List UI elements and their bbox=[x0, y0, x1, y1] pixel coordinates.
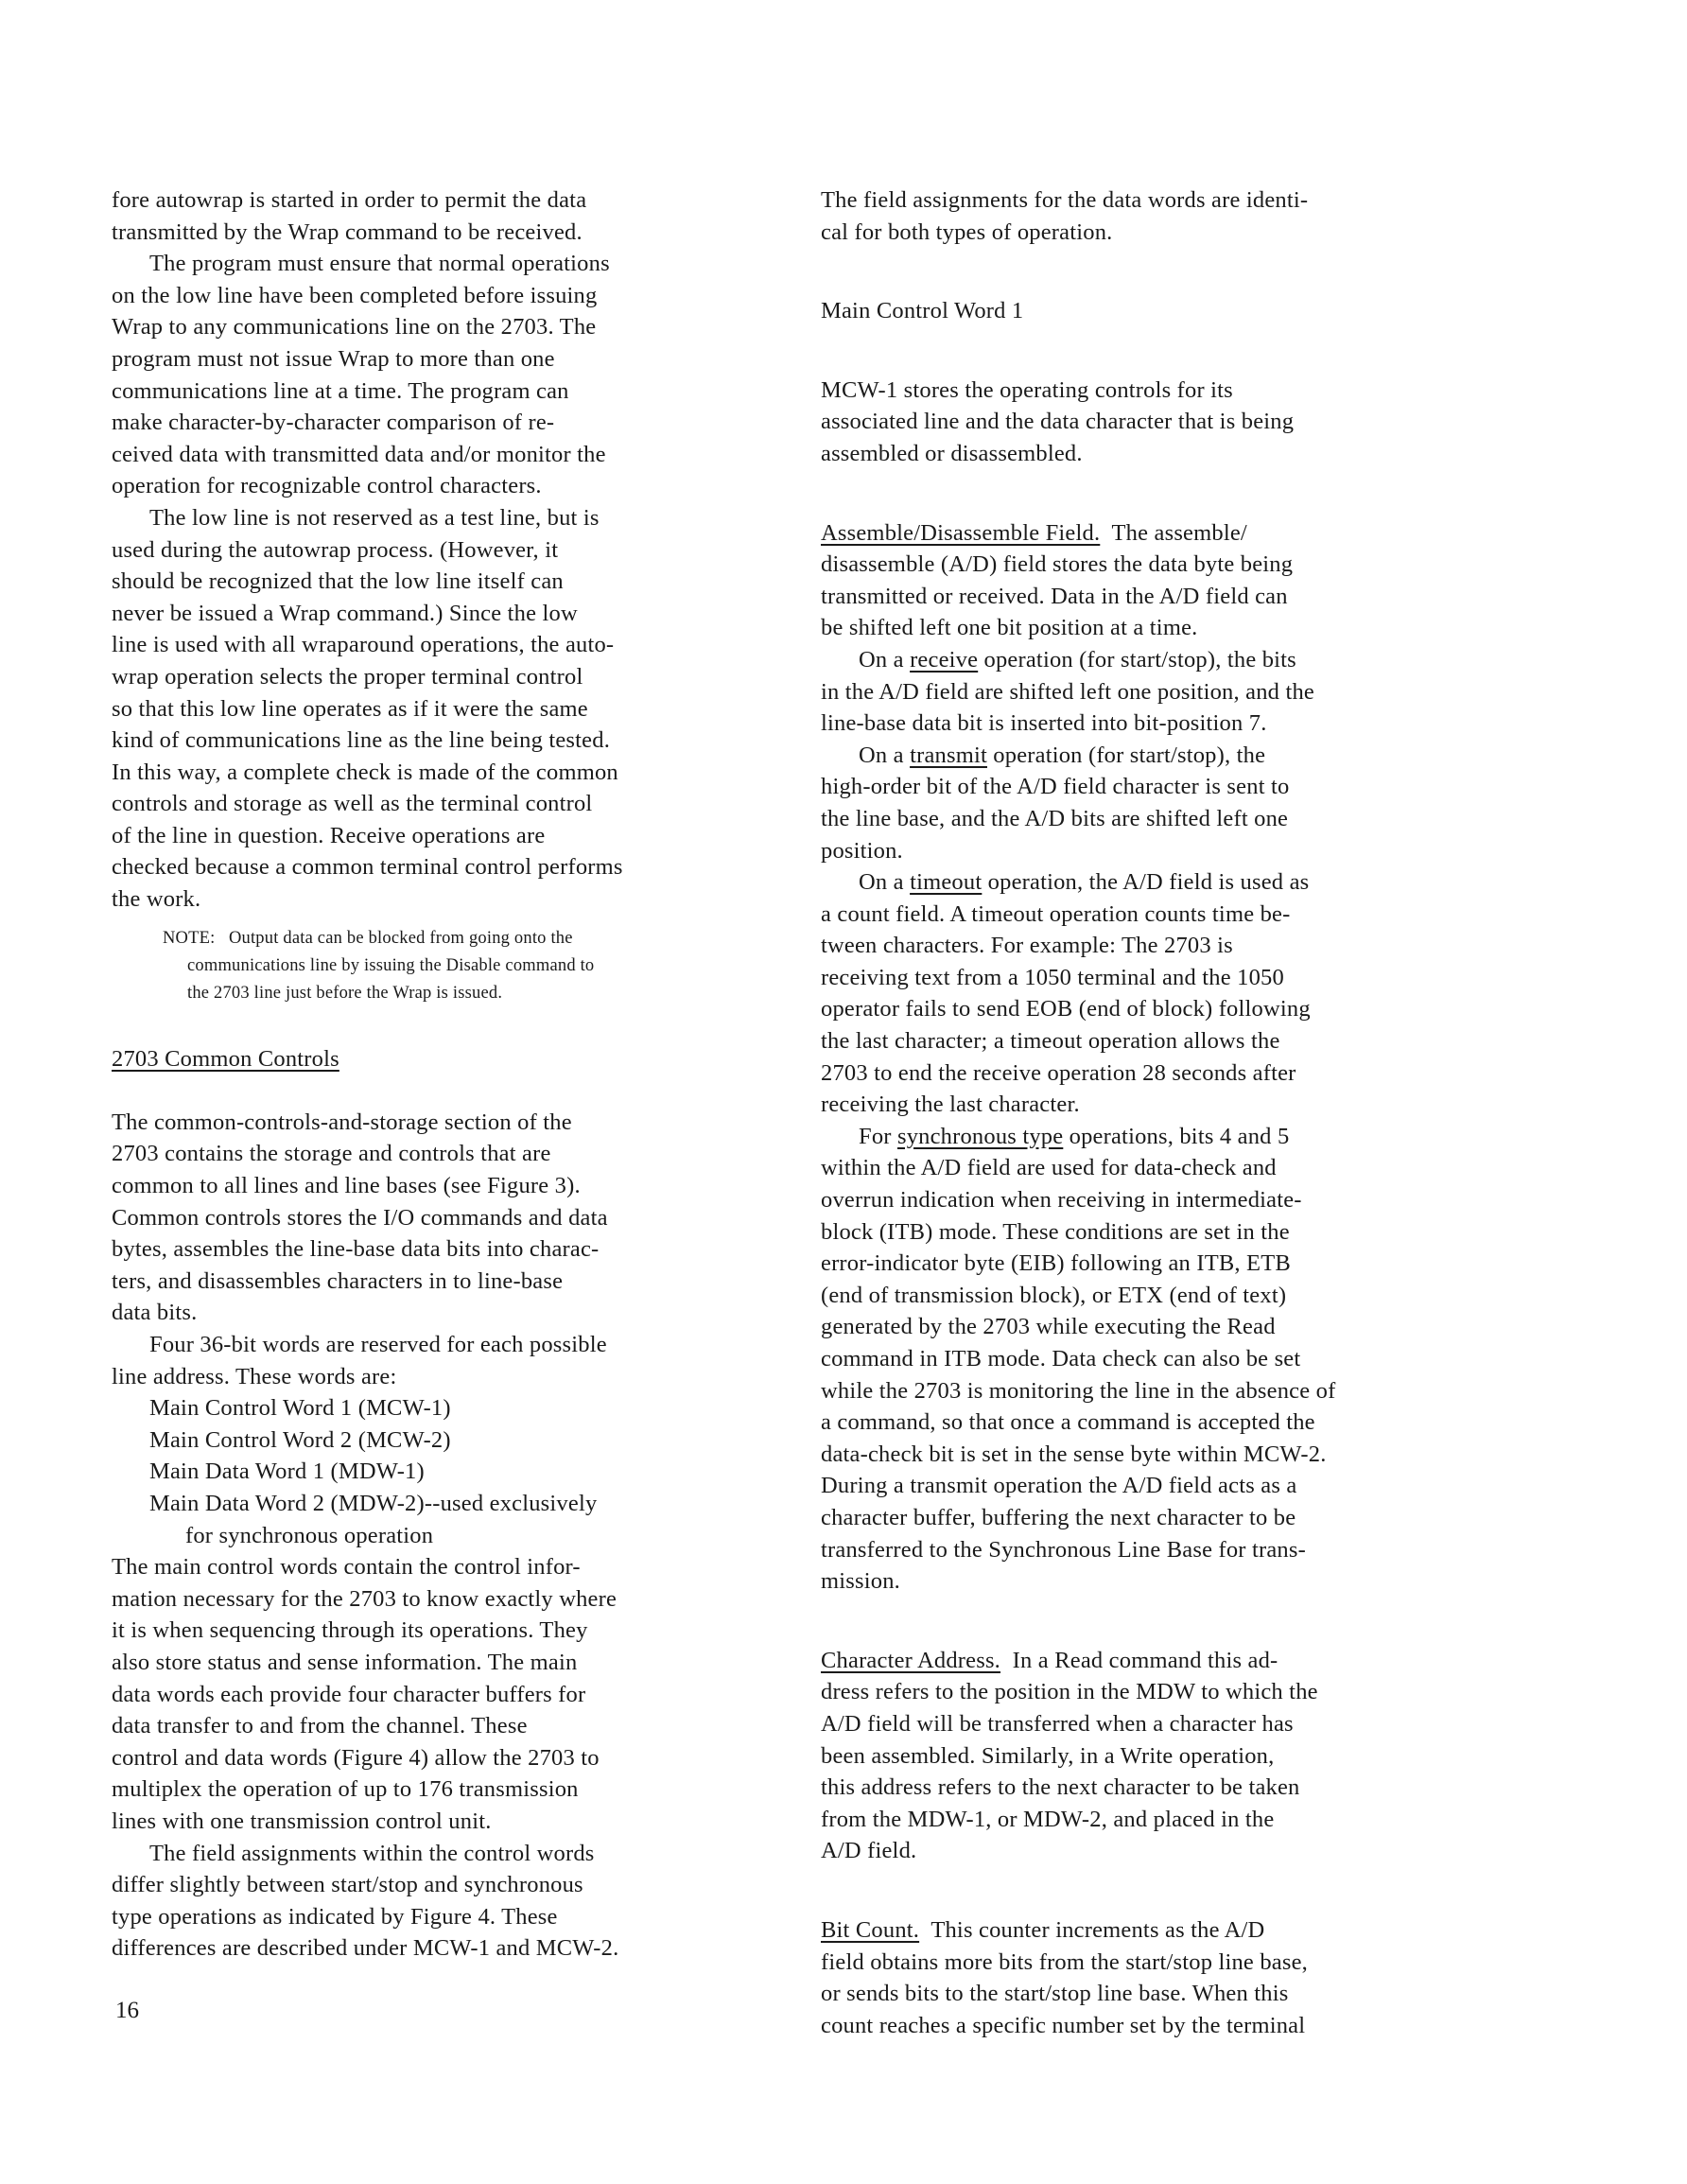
text-line: ters, and disassembles characters in to line-base bbox=[112, 1267, 564, 1294]
text-line: wrap operation selects the proper terminal control bbox=[112, 663, 583, 690]
text-line bbox=[821, 1121, 1483, 1153]
text-line: control and data words (Figure 4) allow the 2703 to bbox=[112, 1744, 600, 1771]
heading-text: Main Control Word 1 bbox=[821, 298, 1024, 324]
text-fragment: For bbox=[859, 1123, 897, 1149]
text-line: data bits. bbox=[112, 1300, 198, 1326]
text-line: within the A/D field are used for data-check and bbox=[821, 1155, 1277, 1181]
text-line: on the low line have been completed before issuing bbox=[112, 282, 598, 308]
note-label: NOTE: bbox=[163, 928, 216, 948]
text-line bbox=[821, 1645, 1483, 1677]
text-fragment: In a Read command this ad- bbox=[1000, 1647, 1278, 1673]
text-line: transmitted by the Wrap command to be received. bbox=[112, 218, 583, 245]
text-line: fore autowrap is started in order to permit the data bbox=[112, 187, 587, 213]
text-line: (end of transmission block), or ETX (end of text) bbox=[821, 1282, 1287, 1308]
text-line: generated by the 2703 while executing the Read bbox=[821, 1314, 1276, 1340]
text-line: data transfer to and from the channel. These bbox=[112, 1713, 528, 1739]
text-line: transferred to the Synchronous Line Base for trans- bbox=[821, 1536, 1306, 1563]
text-fragment: operations, bits 4 and 5 bbox=[1063, 1123, 1290, 1149]
text-line: bytes, assembles the line-base data bits into charac- bbox=[112, 1236, 600, 1263]
text-line: line address. These words are: bbox=[112, 1363, 397, 1389]
page-number: 16 bbox=[115, 1998, 139, 2023]
text-line: receiving text from a 1050 terminal and the 1050 bbox=[821, 964, 1284, 990]
text-line: used during the autowrap process. (However, it bbox=[112, 536, 559, 563]
text-line: character buffer, buffering the next character to be bbox=[821, 1504, 1296, 1530]
note-block bbox=[163, 925, 792, 1007]
text-line: common to all lines and line bases (see Figure 3). bbox=[112, 1173, 581, 1199]
paragraph-field-assignments bbox=[112, 1838, 792, 1965]
text-line: communications line at a time. The program can bbox=[112, 377, 569, 404]
text-line: The common-controls-and-storage section of the bbox=[112, 1109, 572, 1135]
text-line: A/D field will be transferred when a character has bbox=[821, 1710, 1294, 1737]
paragraph-common-controls bbox=[112, 1107, 792, 1329]
text-line: ceived data with transmitted data and/or monitor the bbox=[112, 441, 606, 467]
text-line: differences are described under MCW-1 and MCW-2. bbox=[112, 1935, 619, 1962]
list-item: Main Control Word 1 (MCW-1) bbox=[149, 1395, 451, 1422]
text-line: communications line by issuing the Disable command to bbox=[187, 955, 595, 975]
text-line: the line base, and the A/D bits are shifted left one bbox=[821, 805, 1289, 831]
text-line: The main control words contain the control infor- bbox=[112, 1554, 581, 1581]
text-line: The program must ensure that normal operations bbox=[149, 251, 610, 277]
subheading-character-address: Character Address. bbox=[821, 1647, 1001, 1673]
paragraph-transmit bbox=[821, 740, 1483, 866]
text-line: while the 2703 is monitoring the line in the absence of bbox=[821, 1377, 1336, 1404]
text-line: so that this low line operates as if it were the same bbox=[112, 695, 588, 722]
paragraph-program-ensure bbox=[112, 248, 792, 502]
heading-text: 2703 Common Controls bbox=[112, 1045, 339, 1072]
paragraph-character-address bbox=[821, 1645, 1483, 1867]
text-line: controls and storage as well as the terminal control bbox=[112, 791, 593, 817]
paragraph-bit-count bbox=[821, 1914, 1483, 2041]
text-line: operation for recognizable control characters. bbox=[112, 473, 542, 499]
keyword-receive: receive bbox=[910, 646, 979, 673]
text-line: never be issued a Wrap command.) Since the low bbox=[112, 600, 578, 626]
text-fragment: operation (for start/stop), the bits bbox=[978, 646, 1296, 673]
text-line: disassemble (A/D) field stores the data byte being bbox=[821, 551, 1294, 578]
text-line: position. bbox=[821, 837, 903, 864]
note-line bbox=[163, 925, 792, 952]
text-line bbox=[821, 517, 1483, 550]
text-line bbox=[821, 644, 1483, 676]
left-column bbox=[112, 184, 792, 1965]
text-line bbox=[821, 866, 1483, 899]
text-line: from the MDW-1, or MDW-2, and placed in the bbox=[821, 1806, 1275, 1832]
keyword-synchronous-type: synchronous type bbox=[896, 1123, 1064, 1149]
paragraph-data-words bbox=[821, 184, 1483, 248]
text-line: command in ITB mode. Data check can also be set bbox=[821, 1346, 1301, 1372]
list-item: Main Control Word 2 (MCW-2) bbox=[149, 1426, 451, 1453]
text-line: field obtains more bits from the start/stop line base, bbox=[821, 1948, 1308, 1975]
text-fragment: operation, the A/D field is used as bbox=[982, 869, 1310, 896]
text-line: In this way, a complete check is made of the common bbox=[112, 759, 618, 785]
text-line: receiving the last character. bbox=[821, 1092, 1080, 1118]
right-column bbox=[821, 184, 1483, 2041]
text-line: multiplex the operation of up to 176 transmission bbox=[112, 1776, 579, 1803]
text-line: 2703 contains the storage and controls that are bbox=[112, 1141, 551, 1167]
text-line: data words each provide four character buffers for bbox=[112, 1681, 586, 1707]
text-fragment: The assemble/ bbox=[1100, 519, 1247, 546]
list-item-continuation: for synchronous operation bbox=[185, 1522, 434, 1548]
text-fragment: This counter increments as the A/D bbox=[919, 1916, 1265, 1943]
text-line: overrun indication when receiving in intermediate- bbox=[821, 1187, 1302, 1214]
word-list bbox=[112, 1392, 792, 1551]
list-item: Main Data Word 2 (MDW-2)--used exclusively bbox=[149, 1490, 598, 1516]
text-line: the work. bbox=[112, 886, 201, 913]
text-line: During a transmit operation the A/D field acts as a bbox=[821, 1473, 1297, 1499]
text-line: MCW-1 stores the operating controls for its bbox=[821, 376, 1233, 403]
subheading-ad-field: Assemble/Disassemble Field. bbox=[821, 519, 1101, 546]
paragraph-autowrap-continuation bbox=[112, 184, 792, 248]
paragraph-mcw1 bbox=[821, 375, 1483, 470]
keyword-timeout: timeout bbox=[910, 869, 983, 896]
text-line: the last character; a timeout operation allows the bbox=[821, 1028, 1280, 1055]
text-line: in the A/D field are shifted left one position, and the bbox=[821, 678, 1314, 705]
text-line: Common controls stores the I/O commands and data bbox=[112, 1204, 608, 1231]
text-line: the 2703 line just before the Wrap is issued. bbox=[187, 983, 503, 1003]
text-fragment: On a bbox=[859, 646, 911, 673]
text-line: also store status and sense information. The main bbox=[112, 1649, 578, 1675]
text-line: A/D field. bbox=[821, 1838, 917, 1864]
text-line bbox=[821, 740, 1483, 772]
text-line: dress refers to the position in the MDW to which the bbox=[821, 1679, 1318, 1705]
text-line: The low line is not reserved as a test line, but is bbox=[149, 504, 600, 531]
text-line: differ slightly between start/stop and synchronous bbox=[112, 1872, 583, 1898]
section-heading bbox=[112, 1043, 792, 1075]
text-line: operator fails to send EOB (end of block) following bbox=[821, 996, 1311, 1022]
text-line: error-indicator byte (EIB) following an ITB, ETB bbox=[821, 1250, 1291, 1277]
text-line: type operations as indicated by Figure 4. These bbox=[112, 1903, 558, 1930]
text-line: it is when sequencing through its operations. They bbox=[112, 1617, 588, 1644]
text-line: count reaches a specific number set by the terminal bbox=[821, 2012, 1306, 2038]
subheading-bit-count: Bit Count. bbox=[821, 1916, 920, 1943]
text-fragment: On a bbox=[859, 742, 911, 768]
text-line: or sends bits to the start/stop line base. When this bbox=[821, 1981, 1289, 2007]
paragraph-low-line bbox=[112, 502, 792, 916]
paragraph-synchronous bbox=[821, 1121, 1483, 1598]
text-line: this address refers to the next character to be taken bbox=[821, 1774, 1300, 1801]
text-line: be shifted left one bit position at a time. bbox=[821, 615, 1198, 641]
text-line: The field assignments within the control words bbox=[149, 1840, 595, 1866]
text-line: mission. bbox=[821, 1568, 900, 1595]
text-line: line is used with all wraparound operations, the auto- bbox=[112, 632, 615, 658]
text-line: assembled or disassembled. bbox=[821, 440, 1083, 466]
text-line: a command, so that once a command is accepted the bbox=[821, 1409, 1315, 1436]
text-line: 2703 to end the receive operation 28 seconds after bbox=[821, 1059, 1296, 1086]
text-line: transmitted or received. Data in the A/D field can bbox=[821, 583, 1288, 609]
text-line bbox=[821, 1914, 1483, 1947]
list-item: Main Data Word 1 (MDW-1) bbox=[149, 1459, 425, 1485]
paragraph-receive bbox=[821, 644, 1483, 740]
text-line: associated line and the data character that is being bbox=[821, 409, 1295, 435]
text-line: program must not issue Wrap to more than one bbox=[112, 345, 555, 372]
text-line: make character-by-character comparison of re- bbox=[112, 410, 555, 436]
text-line: been assembled. Similarly, in a Write operation, bbox=[821, 1742, 1275, 1769]
text-line: lines with one transmission control unit. bbox=[112, 1808, 492, 1834]
text-fragment: On a bbox=[859, 869, 911, 896]
text-line: Output data can be blocked from going onto the bbox=[228, 928, 573, 948]
keyword-transmit: transmit bbox=[910, 742, 987, 768]
text-line: kind of communications line as the line being tested. bbox=[112, 727, 611, 754]
text-line: should be recognized that the low line itself can bbox=[112, 568, 564, 595]
text-line: data-check bit is set in the sense byte within MCW-2. bbox=[821, 1441, 1327, 1467]
paragraph-timeout bbox=[821, 866, 1483, 1121]
text-line: Wrap to any communications line on the 2703. The bbox=[112, 314, 597, 341]
text-line: mation necessary for the 2703 to know exactly where bbox=[112, 1585, 617, 1612]
paragraph-ad-field bbox=[821, 517, 1483, 644]
section-heading-mcw1 bbox=[821, 295, 1483, 327]
text-line: line-base data bit is inserted into bit-position 7. bbox=[821, 710, 1267, 737]
text-fragment: operation (for start/stop), the bbox=[986, 742, 1266, 768]
text-line: of the line in question. Receive operations are bbox=[112, 822, 546, 848]
paragraph-main-control-words bbox=[112, 1551, 792, 1837]
text-line: cal for both types of operation. bbox=[821, 218, 1113, 245]
text-line: The field assignments for the data words are identi- bbox=[821, 187, 1309, 213]
text-line: high-order bit of the A/D field character is sent to bbox=[821, 774, 1290, 800]
text-line: Four 36-bit words are reserved for each possible bbox=[149, 1332, 607, 1357]
text-line: tween characters. For example: The 2703 is bbox=[821, 933, 1233, 959]
text-line: checked because a common terminal control performs bbox=[112, 854, 623, 881]
text-line: block (ITB) mode. These conditions are set in the bbox=[821, 1218, 1290, 1245]
text-line: a count field. A timeout operation counts time be- bbox=[821, 900, 1291, 927]
paragraph-four-words bbox=[112, 1329, 792, 1392]
